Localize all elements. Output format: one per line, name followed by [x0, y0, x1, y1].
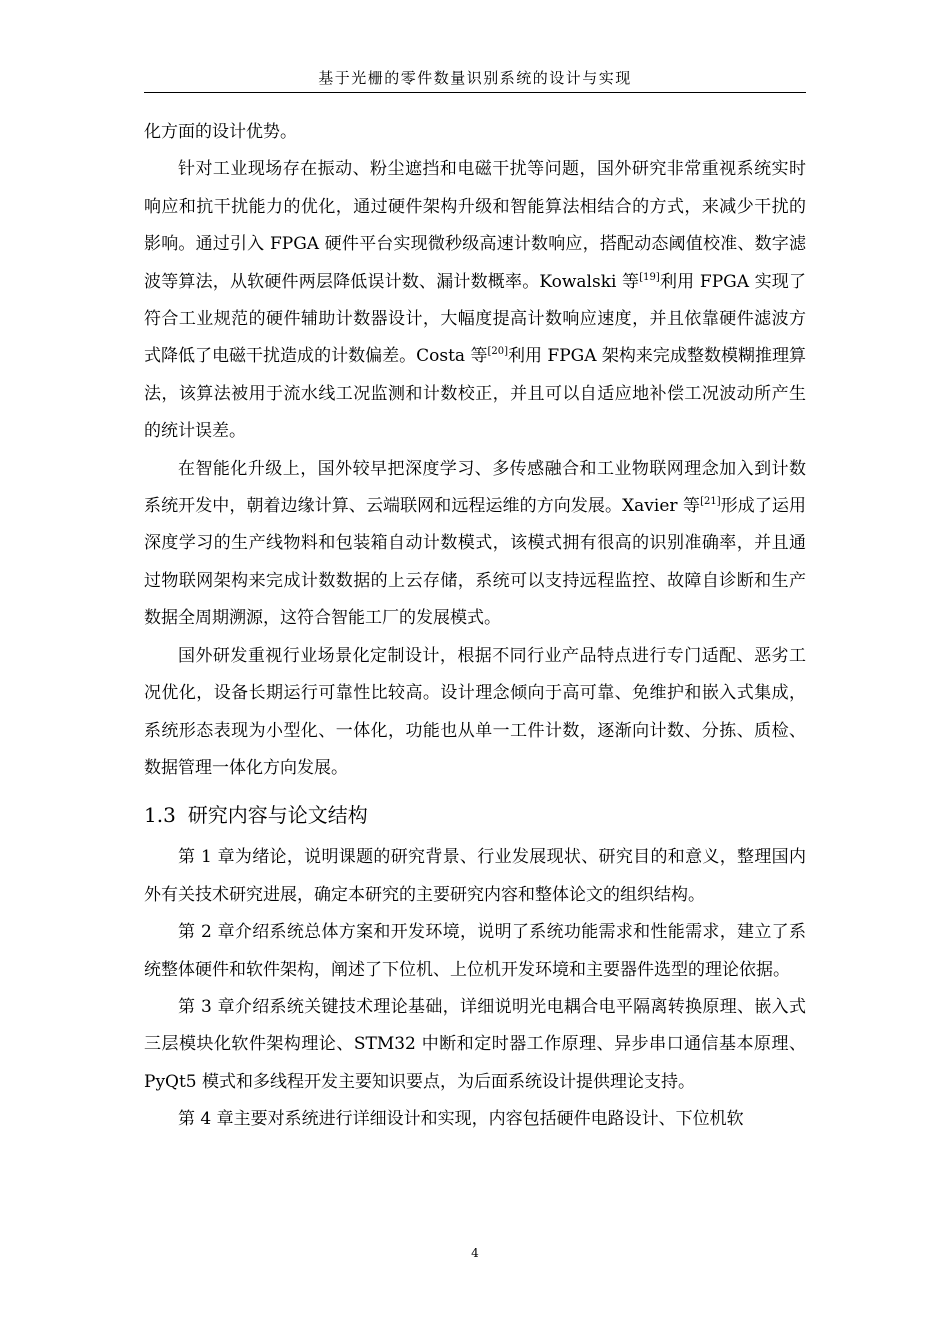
section-heading — [144, 795, 806, 835]
chapter-2-paragraph: 第 2 章介绍系统总体方案和开发环境，说明了系统功能需求和性能需求，建立了系统整体硬件和软件架构，阐述了下位机、上位机开发环境和主要器件选型的理论依据。 — [144, 922, 806, 980]
section-number: 1.3 — [144, 803, 176, 828]
page-number: 4 — [471, 1246, 479, 1260]
page-body — [144, 114, 806, 1139]
paragraph-intelligent-upgrade — [144, 451, 806, 638]
header-divider — [144, 92, 806, 93]
paragraph-text: 针对工业现场存在振动、粉尘遮挡和电磁干扰等问题，国外研究非常重视系统实时响应和抗干扰能力的优化，通过硬件架构升级和智能算法相结合的方式，来减少干扰的影响。通过引入 FPGA 硬件平台实现微秒级高速计数响应，搭配动态阈值校准、数字滤波等算法，从软硬件两层降低误计数、漏计数概率。Kowalski 等 — [144, 159, 806, 292]
paragraph-text: 形成了运用深度学习的生产线物料和包装箱自动计数模式，该模式拥有很高的识别准确率，并且通过物联网架构来完成计数数据的上云存储，系统可以支持远程监控、故障自诊断和生产数据全周期溯源，这符合智能工厂的发展模式。 — [144, 496, 806, 629]
chapter-4-paragraph: 第 4 章主要对系统进行详细设计和实现，内容包括硬件电路设计、下位机软 — [178, 1109, 744, 1130]
chapter-3-paragraph: 第 3 章介绍系统关键技术理论基础，详细说明光电耦合电平隔离转换原理、嵌入式三层模块化软件架构理论、STM32 中断和定时器工作原理、异步串口通信基本原理、PyQt5 模式和多线程开发主要知识要点，为后面系统设计提供理论支持。 — [144, 996, 806, 1092]
chapter-1-paragraph: 第 1 章为绪论，说明课题的研究背景、行业发展现状、研究目的和意义，整理国内外有关技术研究进展，确定本研究的主要研究内容和整体论文的组织结构。 — [144, 847, 806, 905]
citation-ref: [20] — [487, 346, 508, 358]
paragraph-anti-interference — [144, 151, 806, 450]
running-header: 基于光栅的零件数量识别系统的设计与实现 — [318, 69, 632, 87]
section-title: 研究内容与论文结构 — [187, 803, 368, 828]
paragraph-continuation: 化方面的设计优势。 — [144, 122, 297, 142]
paragraph-text: 利用 FPGA 实现了符合工业规范的硬件辅助计数器设计，大幅度提高计数响应速度，并且依靠硬件滤波方式降低了电磁干扰造成的计数偏差。Costa 等 — [144, 271, 806, 367]
citation-ref: [19] — [639, 271, 660, 283]
citation-ref: [21] — [700, 496, 721, 508]
paragraph-scenario-design: 国外研发重视行业场景化定制设计，根据不同行业产品特点进行专门适配、恶劣工况优化，设备长期运行可靠性比较高。设计理念倾向于高可靠、免维护和嵌入式集成，系统形态表现为小型化、一体化，功能也从单一工件计数，逐渐向计数、分拣、质检、数据管理一体化方向发展。 — [144, 645, 806, 778]
paragraph-text: 利用 FPGA 架构来完成整数模糊推理算法，该算法被用于流水线工况监测和计数校正，并且可以自适应地补偿工况波动所产生的统计误差。 — [144, 346, 806, 442]
paragraph-text: 在智能化升级上，国外较早把深度学习、多传感融合和工业物联网理念加入到计数系统开发中，朝着边缘计算、云端联网和远程运维的方向发展。Xavier 等 — [144, 458, 806, 517]
